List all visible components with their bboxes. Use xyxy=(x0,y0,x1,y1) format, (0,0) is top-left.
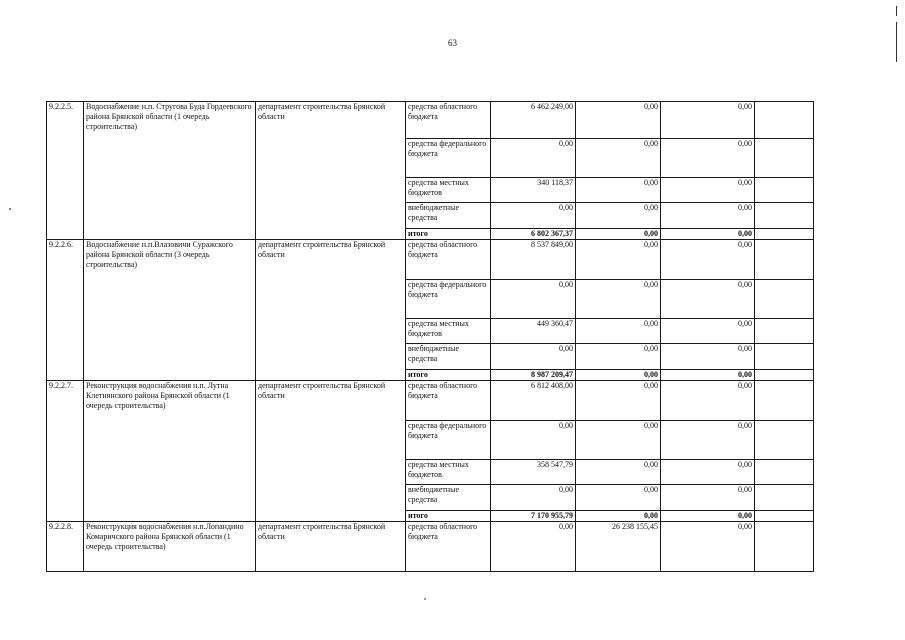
amount-cell: 0,00 xyxy=(661,203,755,229)
project-code: 9.2.2.6. xyxy=(47,240,84,381)
amount-cell: 0,00 xyxy=(661,381,755,421)
amount-cell: 0,00 xyxy=(661,344,755,370)
amount-cell: 0,00 xyxy=(576,203,661,229)
funding-source: средства федерального бюджета xyxy=(406,139,491,178)
amount-cell: 0,00 xyxy=(661,280,755,319)
amount-cell: 8 537 849,00 xyxy=(491,240,576,280)
total-amount: 0,00 xyxy=(576,370,661,381)
empty-cell xyxy=(755,370,814,381)
amount-cell: 0,00 xyxy=(576,485,661,511)
amount-cell: 0,00 xyxy=(576,102,661,139)
funding-source: внебюджетные средства xyxy=(406,485,491,511)
amount-cell: 0,00 xyxy=(661,240,755,280)
project-department: департамент строительства Брянской области xyxy=(256,102,406,240)
funding-source: средства областного бюджета xyxy=(406,381,491,421)
amount-cell: 0,00 xyxy=(491,421,576,460)
empty-cell xyxy=(755,485,814,511)
amount-cell: 0,00 xyxy=(661,522,755,572)
project-department: департамент строительства Брянской области xyxy=(256,381,406,522)
funding-source: средства областного бюджета xyxy=(406,522,491,572)
empty-cell xyxy=(755,280,814,319)
amount-cell: 0,00 xyxy=(491,203,576,229)
amount-cell: 0,00 xyxy=(661,485,755,511)
amount-cell: 0,00 xyxy=(661,178,755,203)
funding-source: средства федерального бюджета xyxy=(406,421,491,460)
empty-cell xyxy=(755,511,814,522)
total-amount: 7 170 955,79 xyxy=(491,511,576,522)
amount-cell: 0,00 xyxy=(491,280,576,319)
total-amount: 6 802 367,37 xyxy=(491,229,576,240)
total-label: итого xyxy=(406,511,491,522)
amount-cell: 6 462 249,00 xyxy=(491,102,576,139)
total-amount: 0,00 xyxy=(661,511,755,522)
funding-source: средства федерального бюджета xyxy=(406,280,491,319)
funding-source: внебюджетные средства xyxy=(406,203,491,229)
project-code: 9.2.2.5. xyxy=(47,102,84,240)
amount-cell: 0,00 xyxy=(661,460,755,485)
funding-source: средства местных бюджетов xyxy=(406,460,491,485)
amount-cell: 0,00 xyxy=(576,344,661,370)
project-department: департамент строительства Брянской области xyxy=(256,522,406,572)
funding-source: средства областного бюджета xyxy=(406,240,491,280)
empty-cell xyxy=(755,381,814,421)
project-name: Водоснабжение н.п. Стругова Буда Гордеевского района Брянской области (1 очередь строительства) xyxy=(84,102,256,240)
empty-cell xyxy=(755,102,814,139)
total-label: итого xyxy=(406,229,491,240)
funding-source: средства местных бюджетов xyxy=(406,319,491,344)
table-row xyxy=(47,102,814,139)
empty-cell xyxy=(755,229,814,240)
amount-cell: 0,00 xyxy=(576,139,661,178)
amount-cell: 6 812 408,00 xyxy=(491,381,576,421)
amount-cell: 0,00 xyxy=(576,319,661,344)
total-amount: 0,00 xyxy=(576,511,661,522)
amount-cell: 0,00 xyxy=(491,344,576,370)
empty-cell xyxy=(755,522,814,572)
amount-cell: 0,00 xyxy=(576,460,661,485)
scan-speck xyxy=(424,598,426,600)
project-code: 9.2.2.8. xyxy=(47,522,84,572)
project-code: 9.2.2.7. xyxy=(47,381,84,522)
amount-cell: 0,00 xyxy=(661,139,755,178)
page-number: 63 xyxy=(448,38,457,48)
amount-cell: 0,00 xyxy=(576,178,661,203)
project-department: департамент строительства Брянской области xyxy=(256,240,406,381)
empty-cell xyxy=(755,178,814,203)
empty-cell xyxy=(755,203,814,229)
amount-cell: 0,00 xyxy=(576,240,661,280)
edge-mark xyxy=(896,6,897,16)
total-amount: 0,00 xyxy=(576,229,661,240)
total-label: итого xyxy=(406,370,491,381)
empty-cell xyxy=(755,460,814,485)
amount-cell: 449 360,47 xyxy=(491,319,576,344)
project-name: Реконструкция водоснабжения н.п. Лутна Клетнянского района Брянской области (1 очередь строительства) xyxy=(84,381,256,522)
project-name: Водоснабжение н.п.Влазовичи Суражского района Брянской области (3 очередь строительства) xyxy=(84,240,256,381)
project-name: Реконструкция водоснабжения н.п.Лопандино Комаричского района Брянской области (1 очередь строительства) xyxy=(84,522,256,572)
empty-cell xyxy=(755,344,814,370)
amount-cell: 26 238 155,45 xyxy=(576,522,661,572)
amount-cell: 340 118,37 xyxy=(491,178,576,203)
table-row xyxy=(47,381,814,421)
scan-speck xyxy=(9,208,11,210)
amount-cell: 0,00 xyxy=(576,421,661,460)
amount-cell: 0,00 xyxy=(491,522,576,572)
empty-cell xyxy=(755,139,814,178)
amount-cell: 0,00 xyxy=(491,139,576,178)
amount-cell: 0,00 xyxy=(576,280,661,319)
funding-source: средства местных бюджетов xyxy=(406,178,491,203)
amount-cell: 0,00 xyxy=(576,381,661,421)
empty-cell xyxy=(755,319,814,344)
amount-cell: 0,00 xyxy=(661,319,755,344)
total-amount: 8 987 209,47 xyxy=(491,370,576,381)
empty-cell xyxy=(755,421,814,460)
empty-cell xyxy=(755,240,814,280)
table-row xyxy=(47,240,814,280)
funding-source: средства областного бюджета xyxy=(406,102,491,139)
funding-source: внебюджетные средства xyxy=(406,344,491,370)
amount-cell: 0,00 xyxy=(491,485,576,511)
table-row xyxy=(47,522,814,572)
total-amount: 0,00 xyxy=(661,370,755,381)
total-amount: 0,00 xyxy=(661,229,755,240)
amount-cell: 358 547,79 xyxy=(491,460,576,485)
budget-table xyxy=(46,101,814,572)
amount-cell: 0,00 xyxy=(661,421,755,460)
amount-cell: 0,00 xyxy=(661,102,755,139)
